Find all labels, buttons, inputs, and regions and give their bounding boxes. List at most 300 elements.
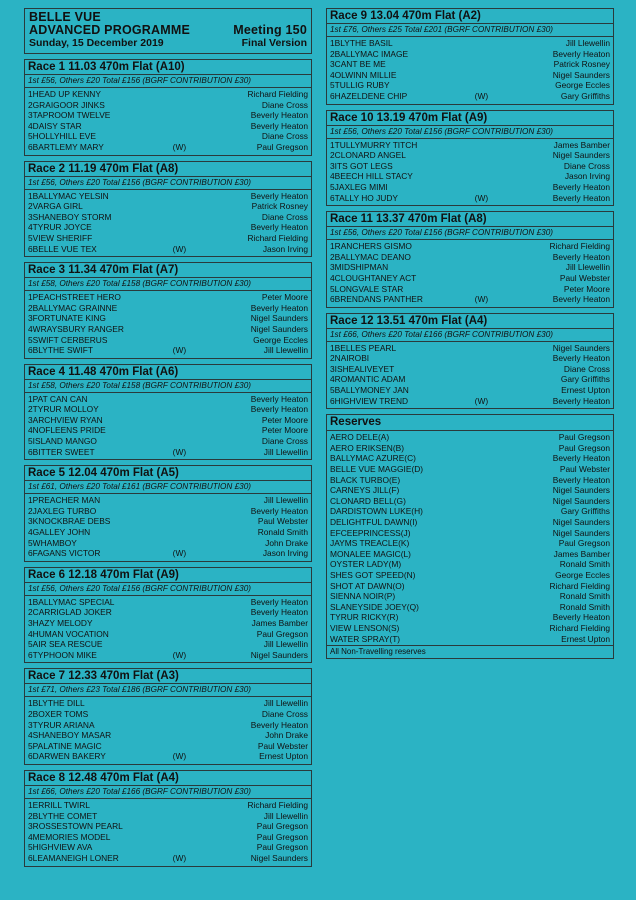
runner-row (330, 49, 610, 60)
race-prizes: 1st £56, Others £20 Total £156 (BGRF CONTRIBUTION £30) (327, 126, 613, 139)
runner-row (330, 59, 610, 70)
runner-info (28, 527, 193, 538)
runner-row (28, 335, 308, 346)
race-prizes: 1st £66, Others £20 Total £166 (BGRF CONTRIBUTION £30) (327, 329, 613, 342)
runner-info (330, 364, 495, 375)
runner-row (330, 294, 610, 305)
reserve-dog-name: SHOT AT DAWN(O) (330, 580, 405, 591)
runner-info (330, 38, 495, 49)
dog-name: PREACHER MAN (32, 495, 101, 506)
trap-number: 5 (28, 740, 33, 751)
runner-row (28, 121, 308, 132)
dog-name: BALLYMONEY JAN (334, 385, 409, 396)
runner-info (330, 241, 495, 252)
trap-number: 3 (28, 414, 33, 425)
wide-runner-flag (475, 262, 495, 273)
wide-runner-flag (173, 720, 193, 731)
wide-runner-flag (475, 252, 495, 263)
trainer-name: Nigel Saunders (250, 649, 308, 660)
runner-info (28, 212, 193, 223)
trainer-name: Nigel Saunders (250, 323, 308, 334)
wide-runner-flag (475, 273, 495, 284)
dog-name: ISLAND MANGO (32, 436, 97, 447)
race-prizes: 1st £66, Others £20 Total £166 (BGRF CONTRIBUTION £30) (25, 786, 311, 799)
dog-name: BARTLEMY MARY (32, 141, 104, 152)
runner-row (28, 313, 308, 324)
trainer-name: Diane Cross (563, 363, 610, 374)
trap-number: 3 (28, 618, 33, 628)
runner-row (28, 597, 308, 608)
trap-number: 4 (330, 171, 335, 182)
trainer-name: Nigel Saunders (552, 150, 610, 161)
trainer-name: George Eccles (555, 80, 610, 91)
trap-number: 3 (28, 719, 33, 730)
runner-list (25, 596, 311, 663)
dog-name: TAPROOM TWELVE (32, 110, 111, 121)
dog-name: CARRIGLAD JOKER (32, 607, 112, 618)
reserve-dog-name: WATER SPRAY(T) (330, 633, 401, 644)
wide-runner-flag (173, 538, 193, 549)
wide-runner-flag (173, 821, 193, 832)
runner-info (28, 639, 193, 650)
trap-number: 6 (28, 649, 33, 660)
race-title: Race 7 12.33 470m Flat (A3) (25, 669, 311, 684)
dog-name: RANCHERS GISMO (334, 241, 412, 252)
dog-name: GRAIGOOR JINKS (32, 99, 105, 110)
race-title: Race 6 12.18 470m Flat (A9) (25, 568, 311, 583)
wide-runner-flag (475, 38, 495, 49)
runner-info (330, 70, 495, 81)
trap-number: 1 (330, 38, 335, 48)
runner-info (28, 629, 193, 640)
trainer-name: Peter Moore (261, 425, 308, 436)
dog-name: FORTUNATE KING (32, 313, 106, 324)
dog-name: DARWEN BAKERY (32, 751, 106, 762)
trap-number: 2 (28, 302, 33, 313)
runner-list (25, 88, 311, 155)
runner-row (28, 832, 308, 843)
runner-row (28, 89, 308, 100)
runner-info (28, 538, 193, 549)
runner-list (25, 494, 311, 561)
trainer-name: Paul Gregson (256, 831, 308, 842)
trap-number: 2 (28, 404, 33, 415)
programme-title: ADVANCED PROGRAMME (29, 23, 191, 37)
wide-runner-flag (173, 100, 193, 111)
trainer-name: Jill Llewellin (263, 495, 308, 506)
reserves-note: All Non-Travelling reserves (327, 645, 613, 658)
dog-name: BALLYMAC IMAGE (334, 48, 409, 59)
trap-number: 4 (330, 272, 335, 283)
trainer-name: Beverly Heaton (552, 395, 610, 406)
dog-name: SHANEBOY STORM (32, 211, 112, 222)
dog-name: SWIFT CERBERUS (32, 334, 108, 345)
reserve-trainer: Ernest Upton (561, 633, 610, 644)
trap-number: 4 (28, 120, 33, 131)
wide-runner-flag (173, 201, 193, 212)
dog-name: CLOUGHTANEY ACT (334, 272, 417, 283)
reserve-row (330, 623, 610, 634)
trap-number: 1 (28, 596, 33, 607)
dog-name: TYRUR MOLLOY (32, 404, 99, 415)
programme-header (24, 8, 312, 54)
trap-number: 5 (28, 232, 33, 243)
dog-name: ISHEALIVEYET (334, 363, 395, 374)
trap-number: 1 (28, 495, 33, 506)
trainer-name: Paul Gregson (256, 628, 308, 639)
wide-runner-flag: (W) (172, 141, 187, 152)
trap-number: 2 (28, 99, 33, 110)
runner-info (28, 436, 193, 447)
race-card (326, 211, 614, 308)
trainer-name: Ernest Upton (561, 385, 610, 396)
trainer-name: Beverly Heaton (250, 596, 308, 607)
trap-number: 3 (28, 821, 33, 832)
wide-runner-flag: (W) (172, 649, 187, 660)
runner-info (28, 335, 193, 346)
trainer-name: Paul Webster (559, 272, 610, 283)
runner-info (28, 244, 193, 255)
runner-info (28, 121, 193, 132)
runner-row (28, 842, 308, 853)
runner-row (28, 436, 308, 447)
trainer-name: Beverly Heaton (250, 404, 308, 415)
reserves-list (327, 431, 613, 645)
runner-row (28, 131, 308, 142)
runner-info (28, 853, 193, 864)
runner-row (28, 730, 308, 741)
trainer-name: Nigel Saunders (552, 342, 610, 353)
runner-info (330, 171, 495, 182)
dog-name: BALLYMAC SPECIAL (32, 596, 115, 607)
runner-row (28, 495, 308, 506)
dog-name: MEMORIES MODEL (32, 831, 111, 842)
dog-name: KNOCKBRAE DEBS (32, 516, 111, 527)
wide-runner-flag (475, 343, 495, 354)
race-card (24, 567, 312, 664)
trap-number: 6 (28, 345, 33, 356)
trainer-name: Paul Webster (257, 516, 308, 527)
wide-runner-flag (173, 842, 193, 853)
reserve-dog-name: BALLYMAC AZURE(C) (330, 453, 416, 464)
runner-list (25, 393, 311, 460)
wide-runner-flag (173, 506, 193, 517)
runner-info (28, 709, 193, 720)
race-title: Race 12 13.51 470m Flat (A4) (327, 314, 613, 329)
dog-name: GALLEY JOHN (32, 527, 91, 538)
trainer-name: Peter Moore (563, 283, 610, 294)
trainer-name: Diane Cross (563, 160, 610, 171)
dog-name: CLONARD ANGEL (334, 150, 406, 161)
trainer-name: Gary Griffiths (560, 90, 610, 101)
meeting-date: Sunday, 15 December 2019 (29, 37, 164, 49)
wide-runner-flag: (W) (172, 852, 187, 863)
reserve-row (330, 517, 610, 528)
wide-runner-flag (475, 284, 495, 295)
dog-name: WHAMBOY (32, 537, 77, 548)
runner-info (28, 292, 193, 303)
reserve-row (330, 475, 610, 486)
runner-info (28, 345, 193, 356)
race-prizes: 1st £56, Others £20 Total £156 (BGRF CONTRIBUTION £30) (25, 583, 311, 596)
trap-number: 2 (28, 505, 33, 516)
trap-number: 2 (330, 48, 335, 59)
trap-number: 4 (28, 222, 33, 233)
dog-name: NAIROBI (334, 353, 370, 364)
wide-runner-flag (475, 241, 495, 252)
trap-number: 6 (28, 852, 33, 863)
race-card (24, 465, 312, 562)
wide-runner-flag (173, 303, 193, 314)
dog-name: BALLYMAC DEANO (334, 251, 411, 262)
runner-info (28, 832, 193, 843)
trainer-name: Beverly Heaton (250, 505, 308, 516)
trap-number: 5 (28, 436, 33, 447)
runner-list (25, 190, 311, 257)
trainer-name: James Bamber (553, 139, 610, 150)
dog-name: BEECH HILL STACY (334, 171, 413, 182)
runner-info (28, 607, 193, 618)
race-prizes: 1st £71, Others £23 Total £186 (BGRF CONTRIBUTION £30) (25, 684, 311, 697)
trainer-name: Jason Irving (262, 548, 308, 559)
runner-row (330, 182, 610, 193)
wide-runner-flag (173, 404, 193, 415)
reserve-dog-name: OYSTER LADY(M) (330, 559, 402, 570)
trainer-name: Richard Fielding (247, 89, 308, 99)
runner-row (28, 324, 308, 335)
runner-row (28, 618, 308, 629)
reserve-row (330, 549, 610, 560)
trap-number: 1 (28, 698, 33, 709)
dog-name: TALLY HO JUDY (334, 192, 398, 203)
runner-row (330, 193, 610, 204)
trainer-name: Diane Cross (261, 211, 308, 222)
trap-number: 6 (330, 294, 335, 305)
wide-runner-flag (173, 709, 193, 720)
runner-info (28, 313, 193, 324)
runner-row (330, 38, 610, 49)
runner-row (330, 241, 610, 252)
reserves-box (326, 414, 614, 659)
runner-info (28, 415, 193, 426)
runner-row (330, 273, 610, 284)
reserve-dog-name: SIENNA NOIR(P) (330, 591, 396, 602)
runner-list (25, 291, 311, 358)
reserve-trainer: Nigel Saunders (552, 517, 610, 527)
dog-name: AIR SEA RESCUE (32, 639, 103, 650)
runner-row (28, 345, 308, 356)
dog-name: WRAYSBURY RANGER (32, 323, 124, 334)
wide-runner-flag (475, 171, 495, 182)
dog-name: BRENDANS PANTHER (334, 294, 423, 305)
runner-row (28, 629, 308, 640)
reserve-row (330, 485, 610, 496)
trap-number: 3 (330, 160, 335, 171)
runner-row (28, 506, 308, 517)
wide-runner-flag (173, 800, 193, 811)
reserves-title: Reserves (327, 415, 613, 431)
wide-runner-flag (173, 425, 193, 436)
race-title: Race 1 11.03 470m Flat (A10) (25, 60, 311, 75)
wide-runner-flag (173, 313, 193, 324)
trap-number: 6 (330, 192, 335, 203)
dog-name: HAZY MELODY (32, 618, 93, 628)
reserve-dog-name: CARNEYS JILL(F) (330, 485, 400, 496)
trainer-name: Beverly Heaton (552, 251, 610, 262)
runner-row (28, 516, 308, 527)
runner-info (28, 425, 193, 436)
wide-runner-flag (475, 70, 495, 81)
dog-name: FAGANS VICTOR (32, 548, 101, 559)
runner-row (28, 698, 308, 709)
reserve-row (330, 464, 610, 475)
trainer-name: Beverly Heaton (250, 393, 308, 404)
runner-row (330, 91, 610, 102)
reserve-row (330, 506, 610, 517)
runner-row (28, 821, 308, 832)
race-title: Race 5 12.04 470m Flat (A5) (25, 466, 311, 481)
trap-number: 4 (28, 425, 33, 436)
wide-runner-flag (475, 161, 495, 172)
runner-row (28, 394, 308, 405)
trap-number: 2 (28, 201, 33, 212)
reserve-dog-name: CLONARD BELL(G) (330, 495, 406, 506)
reserve-dog-name: TYRUR RICKY(R) (330, 612, 399, 623)
trap-number: 3 (28, 313, 33, 324)
wide-runner-flag (173, 832, 193, 843)
wide-runner-flag: (W) (474, 192, 489, 203)
wide-runner-flag: (W) (172, 243, 187, 254)
runner-info (28, 222, 193, 233)
race-title: Race 9 13.04 470m Flat (A2) (327, 9, 613, 24)
runner-info (330, 140, 495, 151)
runner-row (330, 171, 610, 182)
runner-info (330, 262, 495, 273)
wide-runner-flag (475, 80, 495, 91)
runner-row (28, 142, 308, 153)
runner-row (330, 385, 610, 396)
right-race-list (326, 8, 614, 409)
trap-number: 3 (330, 363, 335, 374)
dog-name: TULLIG RUBY (334, 80, 390, 91)
runner-info (28, 303, 193, 314)
trainer-name: Peter Moore (261, 292, 308, 303)
dog-name: ROSSESTOWN PEARL (32, 821, 123, 832)
dog-name: BLYTHE COMET (32, 810, 98, 821)
reserve-row (330, 612, 610, 623)
dog-name: VIEW SHERIFF (32, 232, 93, 243)
trap-number: 6 (28, 446, 33, 457)
dog-name: BALLYMAC GRAINNE (32, 302, 118, 313)
runner-info (28, 506, 193, 517)
trap-number: 1 (28, 190, 33, 201)
dog-name: TYPHOON MIKE (32, 649, 97, 660)
runner-info (330, 193, 495, 204)
reserve-dog-name: BLACK TURBO(E) (330, 474, 401, 485)
trainer-name: Nigel Saunders (552, 69, 610, 80)
trap-number: 2 (28, 708, 33, 719)
dog-name: HUMAN VOCATION (32, 628, 109, 639)
left-column (24, 8, 312, 872)
trainer-name: Beverly Heaton (552, 181, 610, 192)
dog-name: HEAD UP KENNY (32, 89, 101, 99)
race-card (24, 364, 312, 461)
trap-number: 3 (28, 211, 33, 222)
trap-number: 5 (330, 181, 335, 192)
runner-info (28, 131, 193, 142)
runner-row (28, 100, 308, 111)
dog-name: MIDSHIPMAN (334, 262, 389, 273)
wide-runner-flag (475, 385, 495, 396)
runner-row (28, 244, 308, 255)
track-name: BELLE VUE (29, 10, 101, 24)
runner-info (28, 698, 193, 709)
runner-info (28, 811, 193, 822)
runner-row (28, 751, 308, 762)
runner-info (28, 730, 193, 741)
runner-info (28, 404, 193, 415)
trainer-name: Jill Llewellin (565, 38, 610, 48)
runner-list (327, 139, 613, 206)
dog-name: PEACHSTREET HERO (32, 292, 121, 303)
runner-row (28, 548, 308, 559)
trainer-name: Richard Fielding (549, 241, 610, 252)
trainer-name: Diane Cross (261, 436, 308, 447)
runner-info (28, 100, 193, 111)
wide-runner-flag: (W) (474, 395, 489, 406)
trap-number: 4 (28, 323, 33, 334)
reserve-dog-name: SLANEYSIDE JOEY(Q) (330, 601, 419, 612)
reserve-trainer: Paul Gregson (558, 538, 610, 549)
dog-name: NOFLEENS PRIDE (32, 425, 106, 436)
reserve-row (330, 634, 610, 645)
trainer-name: Beverly Heaton (552, 294, 610, 305)
trap-number: 6 (28, 141, 33, 152)
trainer-name: Jill Llewellin (263, 639, 308, 650)
trap-number: 4 (330, 374, 335, 385)
runner-row (28, 222, 308, 233)
race-prizes: 1st £61, Others £20 Total £161 (BGRF CONTRIBUTION £30) (25, 481, 311, 494)
dog-name: VARGA GIRL (32, 201, 83, 212)
wide-runner-flag (173, 495, 193, 506)
trainer-name: Diane Cross (261, 708, 308, 719)
wide-runner-flag (173, 212, 193, 223)
runner-list (327, 37, 613, 104)
dog-name: BOXER TOMS (32, 708, 89, 719)
runner-info (28, 110, 193, 121)
runner-info (28, 821, 193, 832)
trap-number: 3 (330, 59, 335, 70)
trainer-name: Jill Llewellin (263, 810, 308, 821)
trap-number: 2 (330, 150, 335, 161)
runner-row (28, 447, 308, 458)
runner-info (330, 91, 495, 102)
reserve-row (330, 559, 610, 570)
race-prizes: 1st £76, Others £25 Total £201 (BGRF CONTRIBUTION £30) (327, 24, 613, 37)
trap-number: 2 (28, 607, 33, 618)
trap-number: 6 (28, 751, 33, 762)
dog-name: DAISY STAR (32, 120, 82, 131)
runner-row (330, 150, 610, 161)
reserve-trainer: Ronald Smith (559, 601, 610, 612)
reserve-dog-name: JAYMS TREACLE(K) (330, 538, 410, 549)
trainer-name: Richard Fielding (247, 799, 308, 810)
wide-runner-flag (475, 59, 495, 70)
race-title: Race 4 11.48 470m Flat (A6) (25, 365, 311, 380)
dog-name: HIGHVIEW AVA (32, 842, 93, 853)
runner-row (28, 800, 308, 811)
runner-info (330, 385, 495, 396)
